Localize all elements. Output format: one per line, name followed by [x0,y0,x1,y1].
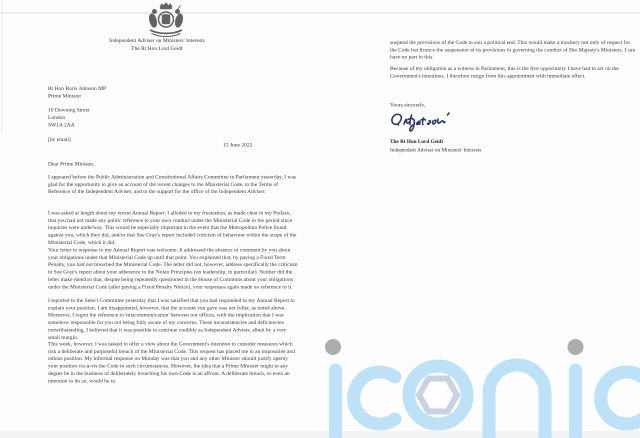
watermark-hexagon [419,379,457,412]
letterhead-org-name: Independent Adviser on Ministers' Interests [109,38,205,44]
letter-paragraph: I was asked at length about my recent Annual Report. I alluded to my frustration, as made clear in my Preface, that you had not made any public reference to your own conduct under the Ministerial Code in the period since inquiries were underway. This would be especially important in the event that the Metropolitan Police found against you, which they did, and/or that Sue Gray's report included criticism of behaviour within the scope of the Ministerial Code, which it did. [48,210,297,246]
recipient-address-line: 10 Downing Street [48,107,90,113]
valediction: Yours sincerely, [390,102,426,108]
letter-paragraph: I appeared before the Public Administration and Constitutional Affairs Committee in Parliament yesterday. I was glad for the opportunity to give an account of the recent changes to the Ministerial Code, to the Terms of Reference of the Independent Adviser, and to the support for the office of the Independent Adviser. [48,174,297,195]
letter-date: 15 June 2022 [223,142,253,148]
iconic-watermark [305,334,640,438]
scan-line-vertical [2,0,3,134]
watermark-i-dots [325,339,584,355]
handwritten-signature [386,109,456,133]
signer-title: Independent Adviser on Ministers' Interests [390,147,482,153]
royal-coat-of-arms-icon [136,2,196,38]
recipient-address-line: London [48,114,66,121]
signer-name: The Rt Hon Lord Geidt [390,139,444,145]
letter-paragraph: suspend the provisions of the Code to suit a political end. This would make a mockery not only of respect for the Code but licence the suspension of its provisions in governing the conduct of Her Majesty's Ministers. I can have no part in this. [390,39,636,61]
letter-paragraph: I reported to the Select Committee yesterday that I was satisfied that you had responded to my Annual Report to explain your position. I am disappointed, however, that the account you gave was not fuller, as noted above. Moreover, I regret the reference to 'miscommunication' between our offices, with the implication that I was somehow responsible for you not being fully aware of my concerns. These inconsistencies and deficiencies notwithstanding, I believed that it was possible to continue credibly as Independent Adviser, albeit by a very small margin. [48,297,295,341]
salutation: Dear Prime Minister, [48,161,95,167]
recipient-address-line: SW1A 2AA [48,122,75,128]
recipient-role: Prime Minister [48,93,82,99]
scan-line-horizontal [0,13,640,14]
letter-paragraph: This week, however, I was tasked to offer a view about the Government's intention to consider measures which risk a deliberate and purposeful breach of the Ministerial Code. This request has placed me in an impossible and odious position. My informal response on Monday was that you and any other Minister should justify openly your position vis-à-vis the Code in such circumstances. However, the idea that a Prime Minister might to any degree be in the business of deliberately breaching his own Code is an affront. A deliberate breach, or even an intention to do so, would be to [48,341,295,384]
delivery-note: [by email] [48,136,71,143]
recipient-name: Rt Hon Boris Johnson MP [48,85,107,92]
letter-paragraph: Because of my obligation as a witness in Parliament, this is the first opportunity I have had to act on the Government's intentions. I therefore resign from this appointment with immediate effect. [390,65,619,79]
letter-paragraph: Your letter in response to my Annual Report was welcome. It addressed the absence of comment by you about your obligations under that Ministerial Code up until that point. You explained that, by paying a Fixed Term Penalty, you had not breached the Ministerial Code. The letter did not, however, address specifically the criticism in Sue Gray's report about your adherence to the Nolan Principles (on leadership, in particular). Neither did the letter make mention that, despite being repeatedly questioned in the House of Commons about your obligations under the Ministerial Code (after paying a Fixed Penalty Notice), your responses again made no reference to it. [48,247,298,290]
letterhead-author-name: The Rt Hon Lord Geidt [131,46,183,52]
watermark-letters [336,365,640,438]
